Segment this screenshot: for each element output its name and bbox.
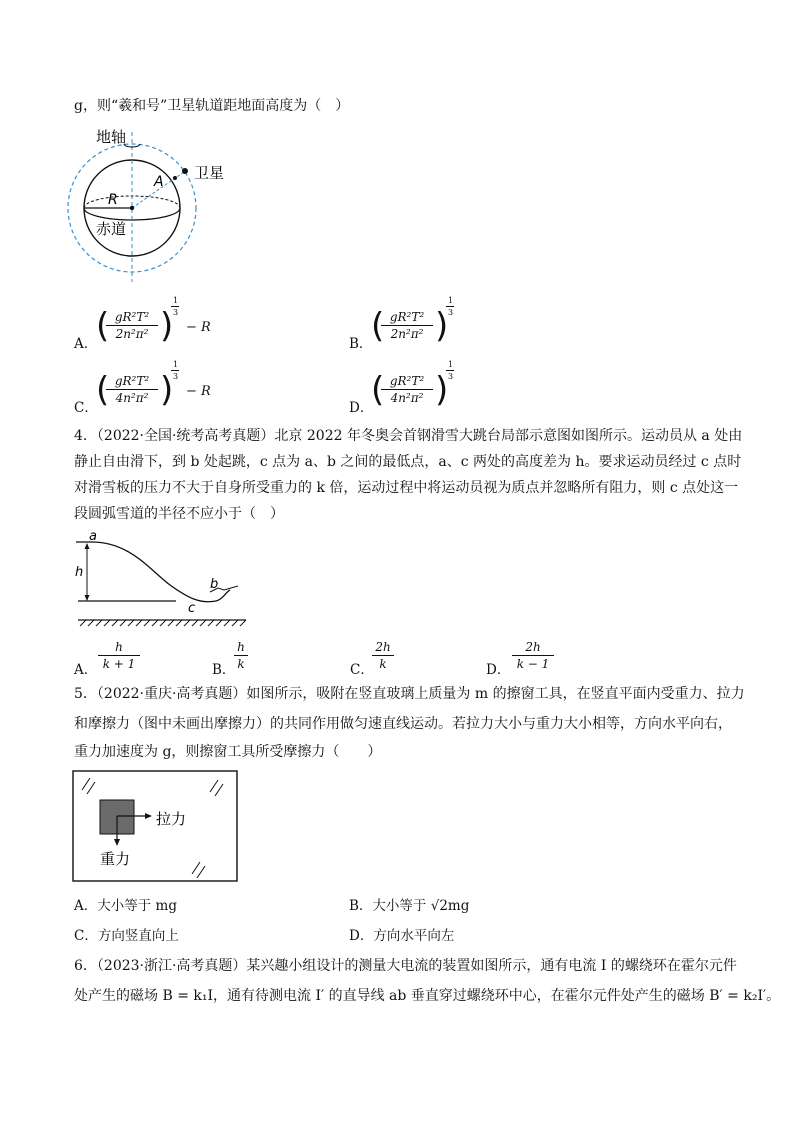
q5-option-a[interactable]: A．大小等于 mg bbox=[74, 898, 177, 914]
q4-stem-line-3: 对滑雪板的压力不大于自身所受重力的 k 倍，运动过程中将运动员视为质点并忽略所有阻力，则 c 点处这一 bbox=[74, 480, 739, 496]
option-letter: A． bbox=[74, 336, 98, 352]
slope-curve bbox=[76, 542, 230, 602]
pull-force-label: 拉力 bbox=[156, 810, 187, 828]
option-numerator: gR²T² bbox=[389, 374, 425, 388]
q4-ski-slope-figure bbox=[70, 530, 250, 630]
equator-label: 赤道 bbox=[96, 220, 127, 238]
option-numerator: gR²T² bbox=[389, 310, 425, 324]
q5-stem-line-1: 5．（2022·重庆·高考真题）如图所示，吸附在竖直玻璃上质量为 m 的擦窗工具，在竖直平面内受重力、拉力 bbox=[74, 686, 745, 702]
radius-label: R bbox=[108, 192, 118, 208]
q4-option-c[interactable] bbox=[350, 640, 470, 680]
q3-option-d[interactable]: D． ( gR²T² 4n²π² ) 1 3 bbox=[349, 360, 454, 416]
q4-option-d[interactable] bbox=[486, 640, 606, 680]
option-denominator: 4n²π² bbox=[115, 391, 149, 405]
option-denominator: 2n²π² bbox=[390, 327, 424, 341]
q3-option-a[interactable]: A． ( gR²T² 2n²π² ) 1 3 − R bbox=[74, 296, 211, 352]
gravity-force-label: 重力 bbox=[100, 850, 131, 868]
option-denominator: 2n²π² bbox=[115, 327, 149, 341]
option-tail: − R bbox=[186, 384, 211, 399]
label-b: b bbox=[210, 577, 219, 592]
q5-option-c[interactable]: C．方向竖直向上 bbox=[74, 928, 179, 944]
q5-stem-line-3: 重力加速度为 g，则擦窗工具所受摩擦力（ ） bbox=[74, 744, 382, 760]
q4-option-a[interactable] bbox=[74, 640, 194, 680]
option-letter: D． bbox=[486, 662, 511, 678]
q5-stem-line-2: 和摩擦力（图中未画出摩擦力）的共同作用做匀速直线运动。若拉力大小与重力大小相等，方向水平向右， bbox=[74, 716, 732, 732]
q3-stem-tail: g，则“羲和号”卫星轨道距地面高度为（ ） bbox=[74, 98, 350, 114]
satellite-label: 卫星 bbox=[194, 164, 225, 182]
q5-window-figure bbox=[72, 770, 240, 884]
point-a-label: A bbox=[154, 174, 164, 190]
q3-option-b[interactable]: B． ( gR²T² 2n²π² ) 1 3 bbox=[349, 296, 454, 352]
q4-stem-line-4: 段圆弧雪道的半径不应小于（ ） bbox=[74, 506, 284, 522]
option-denominator: k + 1 bbox=[102, 657, 136, 671]
option-letter: B． bbox=[349, 336, 373, 352]
option-letter: D． bbox=[349, 400, 374, 416]
point-a bbox=[173, 176, 177, 180]
option-numerator: h bbox=[115, 640, 123, 654]
q6-stem-line-2: 处产生的磁场 B = k₁I，通有待测电流 I′ 的直导线 ab 垂直穿过螺绕环中心，在霍尔元件处产生的磁场 B′ = k₂I′。 bbox=[74, 988, 781, 1004]
label-h: h bbox=[75, 565, 84, 580]
option-letter: C． bbox=[74, 400, 98, 416]
option-letter: A． bbox=[74, 662, 98, 678]
q4-stem-line-1: 4．（2022·全国·统考高考真题）北京 2022 年冬奥会首钢滑雪大跳台局部示意图如图所示。运动员从 a 处由 bbox=[74, 428, 743, 444]
option-denominator: k − 1 bbox=[516, 657, 550, 671]
option-letter: B． bbox=[212, 662, 236, 678]
q4-stem-line-2: 静止自由滑下，到 b 处起跳，c 点为 a、b 之间的最低点，a、c 两处的高度差为 h。要求运动员经过 c 点时 bbox=[74, 454, 742, 470]
option-numerator: 2h bbox=[375, 640, 391, 654]
earth-axis-label: 地轴 bbox=[96, 128, 127, 146]
option-exponent: 1 bbox=[448, 296, 454, 305]
label-a: a bbox=[89, 530, 97, 544]
center-point bbox=[130, 206, 134, 210]
option-exponent: 1 bbox=[173, 296, 179, 305]
label-c: c bbox=[188, 601, 196, 616]
option-exponent: 1 bbox=[173, 360, 179, 369]
option-numerator: gR²T² bbox=[114, 310, 150, 324]
option-numerator: 2h bbox=[525, 640, 541, 654]
option-exponent: 1 bbox=[448, 360, 454, 369]
option-letter: C． bbox=[350, 662, 374, 678]
q3-earth-orbit-figure bbox=[64, 122, 244, 284]
q6-stem-line-1: 6．（2023·浙江·高考真题）某兴趣小组设计的测量大电流的装置如图所示，通有电流 I 的螺绕环在霍尔元件 bbox=[74, 958, 737, 974]
ground-hatch bbox=[80, 620, 246, 626]
option-denominator: k bbox=[379, 657, 387, 671]
option-tail: − R bbox=[186, 320, 211, 335]
option-numerator: h bbox=[237, 640, 245, 654]
option-denominator: k bbox=[237, 657, 245, 671]
q3-option-c[interactable]: C． ( gR²T² 4n²π² ) 1 3 − R bbox=[74, 360, 211, 416]
satellite-point bbox=[182, 168, 188, 174]
option-denominator: 4n²π² bbox=[390, 391, 424, 405]
option-numerator: gR²T² bbox=[114, 374, 150, 388]
q5-option-d[interactable]: D．方向水平向左 bbox=[349, 928, 455, 944]
height-arrow bbox=[85, 543, 90, 601]
q5-option-b[interactable]: B．大小等于 √2mg bbox=[349, 898, 470, 914]
q4-option-b[interactable] bbox=[212, 640, 332, 680]
